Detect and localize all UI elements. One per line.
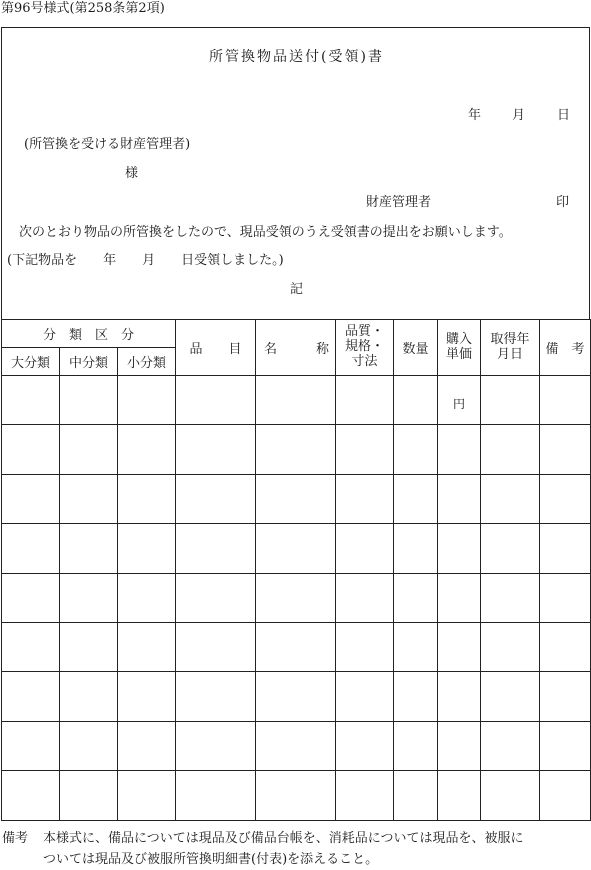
remarks-header: 備 考 (540, 320, 591, 376)
table-cell (336, 622, 394, 671)
unit-price-header-line2: 単価 (445, 346, 472, 362)
table-cell (176, 376, 256, 425)
table-cell (2, 376, 60, 425)
table-cell (118, 771, 176, 820)
table-cell (60, 771, 118, 820)
table-cell (176, 622, 256, 671)
table-cell (60, 376, 118, 425)
table-cell (336, 425, 394, 474)
quality-header-line3: 寸法 (351, 353, 378, 369)
date-day-label: 日 (557, 108, 571, 123)
footnote-line1: 本様式に、備品については現品及び備品台帳を、消耗品については現品を、被服に (43, 831, 524, 846)
table-cell (394, 573, 438, 622)
yen-unit: 円 (452, 396, 465, 411)
table-row (2, 573, 591, 622)
minor-class-header: 小分類 (118, 348, 176, 376)
table-cell (60, 672, 118, 721)
footnote-label: 備考 (2, 831, 29, 846)
table-cell (394, 524, 438, 573)
table-row (2, 474, 591, 523)
table-cell (481, 524, 540, 573)
table-cell (2, 474, 60, 523)
table-cell (118, 474, 176, 523)
table-cell (481, 573, 540, 622)
table-row (2, 721, 591, 770)
table-cell (256, 622, 336, 671)
quality-header-line1: 品質・ (344, 324, 384, 340)
quality-header-line2: 規格・ (344, 339, 384, 355)
table-cell (438, 524, 481, 573)
table-cell (118, 721, 176, 770)
table-cell (60, 622, 118, 671)
quality-header (336, 320, 394, 376)
table-cell (176, 573, 256, 622)
table-cell (438, 672, 481, 721)
name-header-char-a: 名 (264, 342, 278, 357)
table-cell (118, 425, 176, 474)
ki-label: 記 (290, 282, 304, 297)
acquisition-date-header-line1: 取得年 (490, 331, 530, 347)
table-cell (2, 721, 60, 770)
table-cell (256, 524, 336, 573)
table-cell (540, 672, 591, 721)
table-cell (60, 573, 118, 622)
table-cell (256, 474, 336, 523)
recipient-label: (所管換を受ける財産管理者) (24, 137, 191, 152)
receipt-text: (下記物品を 年 月 日受領しました。) (7, 253, 284, 268)
table-cell (60, 474, 118, 523)
table-cell (256, 425, 336, 474)
table-row (2, 524, 591, 573)
honorific-label: 様 (125, 166, 139, 181)
table-cell (336, 376, 394, 425)
table-cell (118, 376, 176, 425)
table-cell (336, 771, 394, 820)
table-cell (481, 474, 540, 523)
quantity-header: 数量 (394, 320, 438, 376)
table-cell (394, 425, 438, 474)
table-cell (118, 573, 176, 622)
table-cell (118, 524, 176, 573)
footnote-line2: ついては現品及び被服所管換明細書(付表)を添えること。 (43, 852, 379, 867)
table-cell (336, 524, 394, 573)
table-cell (481, 376, 540, 425)
table-cell (336, 721, 394, 770)
table-cell (438, 474, 481, 523)
table-cell (176, 672, 256, 721)
table-cell (60, 425, 118, 474)
date-month-label: 月 (512, 108, 526, 123)
table-cell (60, 524, 118, 573)
table-cell (256, 672, 336, 721)
item-table (1, 319, 591, 821)
table-cell (394, 721, 438, 770)
unit-price-header-line1: 購入 (445, 331, 472, 347)
table-row (2, 672, 591, 721)
table-cell (394, 474, 438, 523)
date-year-label: 年 (468, 108, 482, 123)
form-header-box (1, 27, 590, 320)
table-cell (438, 721, 481, 770)
table-row (2, 425, 591, 474)
acquisition-date-header (481, 320, 540, 376)
acquisition-date-header-line2: 月日 (496, 346, 523, 362)
table-cell (540, 771, 591, 820)
table-cell (2, 672, 60, 721)
table-row (2, 771, 591, 820)
major-class-header: 大分類 (2, 348, 60, 376)
document-title: 所管換物品送付(受領)書 (209, 49, 384, 65)
table-cell (176, 474, 256, 523)
table-cell (394, 376, 438, 425)
table-cell (118, 622, 176, 671)
table-cell (394, 672, 438, 721)
table-cell (540, 622, 591, 671)
item-header: 品 目 (176, 320, 256, 376)
table-row (2, 376, 591, 425)
table-cell (540, 474, 591, 523)
table-cell (540, 376, 591, 425)
table-cell (2, 622, 60, 671)
table-cell (540, 721, 591, 770)
table-cell (540, 524, 591, 573)
table-cell (438, 376, 481, 425)
name-header-char-b: 称 (315, 342, 329, 357)
classification-header: 分 類 区 分 (2, 320, 176, 348)
table-cell (60, 721, 118, 770)
table-cell (2, 425, 60, 474)
table-cell (2, 771, 60, 820)
table-cell (481, 425, 540, 474)
request-text: 次のとおり物品の所管換をしたので、現品受領のうえ受領書の提出をお願いします。 (19, 225, 512, 240)
table-cell (481, 672, 540, 721)
table-cell (438, 573, 481, 622)
sender-label: 財産管理者 (366, 195, 432, 210)
table-cell (256, 771, 336, 820)
table-cell (176, 771, 256, 820)
table-row (2, 622, 591, 671)
table-cell (118, 672, 176, 721)
table-cell (540, 573, 591, 622)
table-cell (540, 425, 591, 474)
unit-price-header (438, 320, 481, 376)
table-cell (2, 573, 60, 622)
table-cell (438, 771, 481, 820)
table-cell (2, 524, 60, 573)
table-cell (336, 672, 394, 721)
name-header (256, 320, 336, 376)
table-cell (481, 622, 540, 671)
form-number-label: 第96号様式(第258条第2項) (1, 1, 165, 16)
table-cell (394, 622, 438, 671)
table-cell (256, 376, 336, 425)
table-cell (481, 771, 540, 820)
table-cell (481, 721, 540, 770)
table-cell (336, 573, 394, 622)
table-cell (438, 622, 481, 671)
table-cell (256, 721, 336, 770)
table-cell (394, 771, 438, 820)
table-cell (176, 425, 256, 474)
table-cell (176, 721, 256, 770)
table-cell (336, 474, 394, 523)
table-cell (438, 425, 481, 474)
seal-mark: 印 (556, 195, 570, 210)
table-cell (176, 524, 256, 573)
table-cell (256, 573, 336, 622)
middle-class-header: 中分類 (60, 348, 118, 376)
